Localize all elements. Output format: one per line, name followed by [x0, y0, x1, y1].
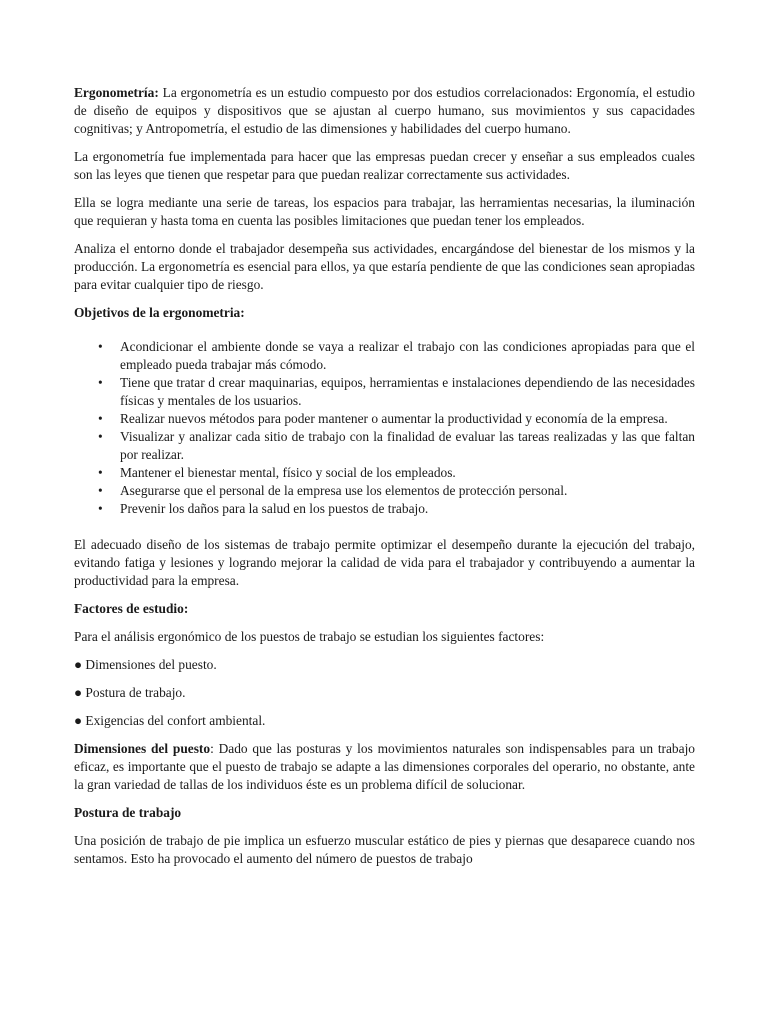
objectives-list — [74, 338, 695, 518]
bullet-icon: • — [98, 339, 103, 354]
list-item-text: Visualizar y analizar cada sitio de trabajo con la finalidad de evaluar las tareas realizadas y las que faltan por realizar. — [120, 429, 695, 462]
dimensions-paragraph — [74, 740, 695, 794]
document-page — [74, 84, 695, 878]
list-item — [74, 482, 695, 500]
objectives-heading: Objetivos de la ergonometria: — [74, 305, 245, 320]
intro-paragraph — [74, 84, 695, 138]
design-paragraph: El adecuado diseño de los sistemas de trabajo permite optimizar el desempeño durante la ejecución del trabajo, evitando fatiga y lesiones y logrando mejorar la calidad de vida para el trabajador y contribuyendo a aumentar la productividad para la empresa. — [74, 537, 695, 588]
intro-text: La ergonometría es un estudio compuesto por dos estudios correlacionados: Ergonomía, el estudio de diseño de equipos y dispositivos que se ajustan al cuerpo humano, sus movimientos y sus capacidades cognitivas; y Antropometría, el estudio de las dimensiones y habilidades del cuerpo humano. — [74, 85, 695, 136]
paragraph: Analiza el entorno donde el trabajador desempeña sus actividades, encargándose del bienestar de los mismos y la producción. La ergonometría es esencial para ellos, ya que estaría pendiente de que las condiciones sean apropiadas para evitar cualquier tipo de riesgo. — [74, 241, 695, 292]
list-item-text: Acondicionar el ambiente donde se vaya a realizar el trabajo con las condiciones apropiadas para que el empleado pueda trabajar más cómodo. — [120, 339, 695, 372]
posture-paragraph: Una posición de trabajo de pie implica un esfuerzo muscular estático de pies y piernas que desaparece cuando nos sentamos. Esto ha provocado el aumento del número de puestos de trabajo — [74, 833, 695, 866]
bullet-icon: • — [98, 465, 103, 480]
list-item-text: Tiene que tratar d crear maquinarias, equipos, herramientas e instalaciones dependiendo de las necesidades físicas y mentales de los usuarios. — [120, 375, 695, 408]
factors-heading: Factores de estudio: — [74, 601, 189, 616]
factors-intro: Para el análisis ergonómico de los puestos de trabajo se estudian los siguientes factores: — [74, 629, 545, 644]
paragraph: La ergonometría fue implementada para hacer que las empresas puedan crecer y enseñar a sus empleados cuales son las leyes que tienen que respetar para que puedan realizar correctamente sus actividades. — [74, 149, 695, 182]
bullet-icon: • — [98, 501, 103, 516]
dimensions-text: : Dado que las posturas y los movimientos naturales son indispensables para un trabajo eficaz, es importante que el puesto de trabajo se adapte a las dimensiones corporales del operario, no obstante, ante la gran variedad de tallas de los individuos éste es un problema difícil de solucionar. — [74, 741, 695, 792]
factor-item: ● Exigencias del confort ambiental. — [74, 713, 266, 728]
intro-term: Ergonometría: — [74, 85, 159, 100]
list-item-text: Prevenir los daños para la salud en los puestos de trabajo. — [120, 501, 429, 516]
list-item — [74, 464, 695, 482]
paragraph: Ella se logra mediante una serie de tareas, los espacios para trabajar, las herramientas necesarias, la iluminación que requieran y hasta toma en cuenta las posibles limitaciones que puedan tener los empleados. — [74, 195, 695, 228]
list-item — [74, 374, 695, 410]
factor-item: ● Postura de trabajo. — [74, 685, 186, 700]
factor-item: ● Dimensiones del puesto. — [74, 657, 217, 672]
list-item — [74, 500, 695, 518]
list-item — [74, 338, 695, 374]
bullet-icon: • — [98, 411, 103, 426]
dimensions-term: Dimensiones del puesto — [74, 741, 211, 756]
list-item-text: Asegurarse que el personal de la empresa use los elementos de protección personal. — [120, 483, 568, 498]
list-item-text: Mantener el bienestar mental, físico y social de los empleados. — [120, 465, 456, 480]
bullet-icon: • — [98, 429, 103, 444]
list-item — [74, 428, 695, 464]
list-item — [74, 410, 695, 428]
list-item-text: Realizar nuevos métodos para poder mantener o aumentar la productividad y economía de la empresa. — [120, 411, 668, 426]
bullet-icon: • — [98, 483, 103, 498]
bullet-icon: • — [98, 375, 103, 390]
posture-heading: Postura de trabajo — [74, 805, 182, 820]
